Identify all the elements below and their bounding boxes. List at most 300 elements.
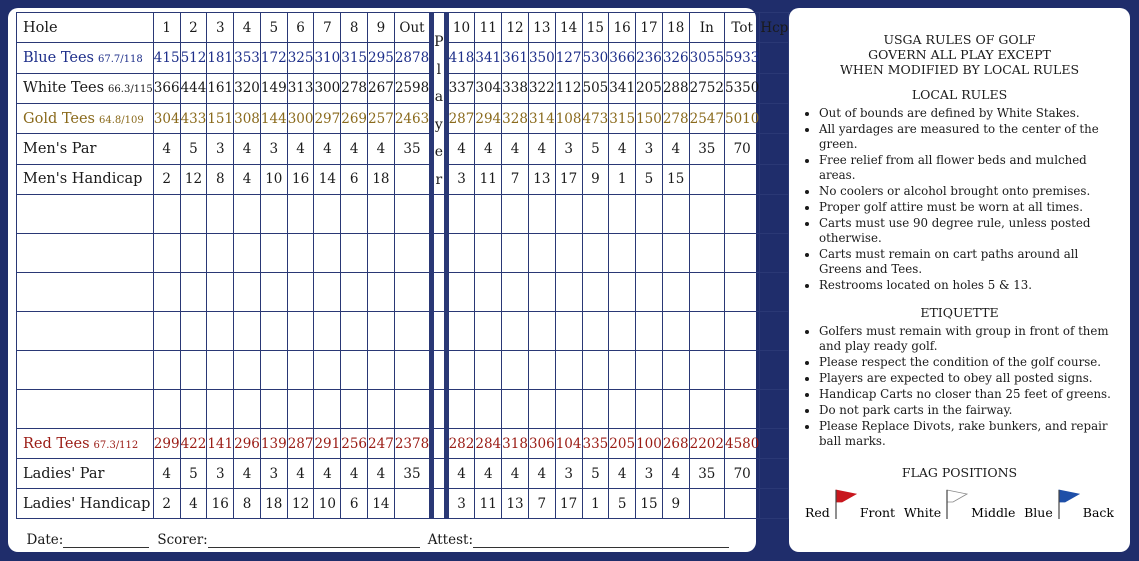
hole-value: 256 [341, 429, 368, 459]
player-score-row[interactable] [17, 351, 816, 390]
hole-value: 444 [180, 73, 207, 103]
score-cell [260, 351, 287, 390]
score-cell [341, 390, 368, 429]
hole-value: 304 [475, 73, 502, 103]
hole-value: 3 [260, 134, 287, 164]
divider-cell [432, 351, 446, 390]
local-rule-item: • Restrooms located on holes 5 & 13. [819, 278, 1116, 293]
score-cell [287, 195, 314, 234]
score-cell [153, 351, 180, 390]
hole-value: 325 [287, 43, 314, 73]
score-cell [662, 351, 689, 390]
hole-value: 4 [341, 134, 368, 164]
hole-value: 4 [287, 459, 314, 489]
score-cell [609, 312, 636, 351]
attest-field[interactable] [473, 531, 729, 548]
score-cell [724, 273, 759, 312]
score-cell [528, 351, 555, 390]
hole-value: 304 [153, 103, 180, 133]
score-cell [207, 351, 234, 390]
in-total: 3055 [689, 43, 724, 73]
row-label: Ladies' Par [23, 465, 105, 482]
hole-value: 314 [528, 103, 555, 133]
in-label: In [689, 13, 724, 43]
course-rating: 67.3/112 [93, 439, 139, 451]
row-name [17, 459, 154, 489]
hole-value: 473 [582, 103, 609, 133]
score-cell [207, 390, 234, 429]
tot-total [724, 164, 759, 194]
score-cell [689, 234, 724, 273]
flag-positions-heading: FLAG POSITIONS [901, 465, 1018, 480]
out-total: 2463 [394, 103, 431, 133]
hole-value: 505 [582, 73, 609, 103]
hole-value: 3 [446, 164, 475, 194]
flag-position-label: Front [859, 505, 896, 520]
divider-cell [432, 489, 446, 519]
score-cell [636, 390, 663, 429]
score-cell [207, 195, 234, 234]
player-name-cell [17, 351, 154, 390]
local-rule-item: • Proper golf attire must be worn at all times. [819, 200, 1116, 215]
hole-value: 3 [446, 489, 475, 519]
row-label: Gold Tees [23, 110, 95, 127]
hole-value: 341 [609, 73, 636, 103]
hole-value: 4 [662, 459, 689, 489]
score-cell [760, 195, 789, 234]
score-cell [760, 312, 789, 351]
hole-value: 4 [153, 459, 180, 489]
hole-value: 8 [234, 489, 261, 519]
player-score-row[interactable] [17, 390, 816, 429]
hole-value: 139 [260, 429, 287, 459]
hcp-cell [760, 73, 789, 103]
hole-value: 205 [609, 429, 636, 459]
hole-value: 335 [582, 429, 609, 459]
score-cell [502, 351, 529, 390]
hole-value: 205 [636, 73, 663, 103]
score-cell [724, 312, 759, 351]
hole-value: 366 [609, 43, 636, 73]
hole-value: 322 [528, 73, 555, 103]
hole-value: 422 [180, 429, 207, 459]
hole-value: 15 [662, 164, 689, 194]
score-cell [636, 195, 663, 234]
hole-value: 350 [528, 43, 555, 73]
hole-value: 10 [260, 164, 287, 194]
score-cell [234, 390, 261, 429]
player-name-cell [17, 312, 154, 351]
hole-number: 4 [234, 13, 261, 43]
score-cell [609, 273, 636, 312]
hole-value: 4 [287, 134, 314, 164]
score-cell [582, 351, 609, 390]
hole-value: 4 [502, 459, 529, 489]
etiquette-list [803, 324, 1116, 449]
hcp-cell [760, 164, 789, 194]
score-cell [368, 234, 395, 273]
player-score-row[interactable] [17, 273, 816, 312]
hole-value: 17 [555, 489, 582, 519]
score-cell [502, 390, 529, 429]
out-label: Out [394, 13, 431, 43]
hole-value: 6 [341, 164, 368, 194]
hole-value: 295 [368, 43, 395, 73]
hole-value: 328 [502, 103, 529, 133]
tee-row [17, 103, 816, 133]
tot-total: 5350 [724, 73, 759, 103]
hole-value: 11 [475, 164, 502, 194]
hole-value: 278 [341, 73, 368, 103]
player-name-cell [17, 234, 154, 273]
row-label: Red Tees [23, 435, 90, 452]
tot-total: 5010 [724, 103, 759, 133]
score-cell [153, 195, 180, 234]
score-cell [528, 234, 555, 273]
score-cell [609, 234, 636, 273]
row-name [17, 73, 154, 103]
flag-color-label: White [903, 505, 942, 520]
attest-label: Attest: [427, 531, 473, 548]
etiquette-item: • Golfers must remain with group in front of them and play ready golf. [819, 324, 1116, 354]
score-cell [582, 312, 609, 351]
score-cell [314, 273, 341, 312]
out-total: 2378 [394, 429, 431, 459]
score-cell [555, 273, 582, 312]
player-name-cell [17, 195, 154, 234]
hole-value: 2 [153, 164, 180, 194]
rules-title-line: WHEN MODIFIED BY LOCAL RULES [839, 62, 1080, 77]
score-cell [180, 234, 207, 273]
player-score-row[interactable] [17, 312, 816, 351]
etiquette-item: • Please Replace Divots, rake bunkers, and repair ball marks. [819, 419, 1116, 449]
hole-value: 4 [528, 459, 555, 489]
score-cell [153, 234, 180, 273]
hole-value: 313 [287, 73, 314, 103]
score-cell [636, 312, 663, 351]
player-score-row[interactable] [17, 234, 816, 273]
hole-value: 291 [314, 429, 341, 459]
rules-title-line: GOVERN ALL PLAY EXCEPT [868, 47, 1051, 62]
hole-value: 11 [475, 489, 502, 519]
hole-value: 14 [368, 489, 395, 519]
score-cell [180, 273, 207, 312]
hole-value: 268 [662, 429, 689, 459]
tee-row [17, 43, 816, 73]
hole-value: 17 [555, 164, 582, 194]
score-cell [446, 351, 475, 390]
hole-value: 4 [446, 459, 475, 489]
out-total: 2878 [394, 43, 431, 73]
hole-value: 267 [368, 73, 395, 103]
hole-number: 5 [260, 13, 287, 43]
hole-value: 278 [662, 103, 689, 133]
hole-number: 13 [528, 13, 555, 43]
hole-value: 3 [555, 459, 582, 489]
hole-value: 12 [180, 164, 207, 194]
player-letter: e [434, 144, 444, 160]
score-cell [528, 390, 555, 429]
score-cell [636, 273, 663, 312]
tee-row [17, 164, 816, 194]
etiquette-item: • Please respect the condition of the golf course. [819, 355, 1116, 370]
score-cell [234, 273, 261, 312]
score-cell [234, 234, 261, 273]
flag-position-label: Middle [971, 505, 1016, 520]
hcp-cell [760, 103, 789, 133]
score-cell [446, 234, 475, 273]
score-cell [394, 312, 431, 351]
score-cell [582, 390, 609, 429]
course-rating: 67.7/118 [97, 53, 143, 65]
score-cell [341, 351, 368, 390]
player-label [432, 13, 446, 195]
hole-value: 3 [260, 459, 287, 489]
score-cell [555, 234, 582, 273]
hole-value: 296 [234, 429, 261, 459]
scorecard-table [16, 12, 816, 559]
hole-value: 100 [636, 429, 663, 459]
tee-row [17, 134, 816, 164]
flag-position-red [805, 488, 895, 520]
hole-value: 236 [636, 43, 663, 73]
local-rule-item: • Out of bounds are defined by White Stakes. [819, 106, 1116, 121]
score-cell [446, 390, 475, 429]
player-letter: r [435, 171, 443, 188]
local-rule-item: • Carts must use 90 degree rule, unless posted otherwise. [819, 216, 1116, 246]
hole-value: 10 [314, 489, 341, 519]
score-cell [287, 273, 314, 312]
row-name [17, 164, 154, 194]
date-field[interactable] [63, 531, 149, 548]
score-cell [689, 195, 724, 234]
hole-value: 9 [662, 489, 689, 519]
score-cell [394, 273, 431, 312]
hole-value: 3 [207, 459, 234, 489]
score-cell [724, 195, 759, 234]
score-cell [260, 390, 287, 429]
hole-value: 7 [502, 164, 529, 194]
row-label: Men's Handicap [23, 171, 143, 188]
tee-row [17, 459, 816, 489]
divider-cell [432, 429, 446, 459]
hole-value: 288 [662, 73, 689, 103]
score-cell [234, 351, 261, 390]
in-total: 2202 [689, 429, 724, 459]
hole-value: 318 [502, 429, 529, 459]
hole-value: 4 [446, 134, 475, 164]
hole-value: 282 [446, 429, 475, 459]
hole-value: 181 [207, 43, 234, 73]
score-cell [368, 390, 395, 429]
hole-value: 257 [368, 103, 395, 133]
tot-total [724, 489, 759, 519]
hole-number: 12 [502, 13, 529, 43]
hole-number: 14 [555, 13, 582, 43]
etiquette-item: • Do not park carts in the fairway. [819, 403, 1116, 418]
course-rating: 66.3/115 [108, 84, 153, 96]
etiquette-heading: ETIQUETTE [920, 305, 999, 320]
score-cell [341, 195, 368, 234]
score-cell [760, 273, 789, 312]
hole-value: 4 [662, 134, 689, 164]
score-cell [528, 273, 555, 312]
divider-cell [432, 459, 446, 489]
row-name [17, 429, 154, 459]
score-cell [314, 351, 341, 390]
score-cell [368, 312, 395, 351]
rules-title [803, 32, 1116, 77]
score-cell [234, 195, 261, 234]
row-label: Blue Tees [23, 49, 94, 66]
score-cell [287, 351, 314, 390]
hole-value: 4 [475, 459, 502, 489]
flag-position-blue [1024, 488, 1114, 520]
hole-value: 4 [341, 459, 368, 489]
out-total: 2598 [394, 73, 431, 103]
score-cell [394, 195, 431, 234]
score-cell [368, 273, 395, 312]
score-cell [555, 312, 582, 351]
hole-value: 4 [609, 134, 636, 164]
hole-value: 284 [475, 429, 502, 459]
hole-value: 5 [636, 164, 663, 194]
score-cell [502, 273, 529, 312]
hole-value: 294 [475, 103, 502, 133]
hole-value: 3 [636, 459, 663, 489]
hole-value: 7 [528, 489, 555, 519]
score-cell [207, 273, 234, 312]
score-cell [689, 351, 724, 390]
score-cell [287, 234, 314, 273]
score-cell [446, 195, 475, 234]
flag-icon [832, 488, 858, 520]
hole-value: 2 [153, 489, 180, 519]
hole-value: 161 [207, 73, 234, 103]
score-cell [609, 351, 636, 390]
score-cell [502, 234, 529, 273]
divider-cell [432, 390, 446, 429]
hole-value: 150 [636, 103, 663, 133]
hole-value: 1 [582, 489, 609, 519]
score-cell [724, 351, 759, 390]
score-cell [287, 390, 314, 429]
row-name [17, 103, 154, 133]
hole-value: 297 [314, 103, 341, 133]
row-name [17, 489, 154, 519]
hole-number: 16 [609, 13, 636, 43]
score-cell [368, 195, 395, 234]
hole-value: 308 [234, 103, 261, 133]
score-cell [662, 273, 689, 312]
hole-value: 306 [528, 429, 555, 459]
hole-value: 353 [234, 43, 261, 73]
hole-label: Hole [17, 13, 154, 43]
score-cell [207, 312, 234, 351]
row-label: Men's Par [23, 140, 97, 157]
hole-number: 9 [368, 13, 395, 43]
hole-value: 9 [582, 164, 609, 194]
hole-value: 18 [260, 489, 287, 519]
score-cell [502, 312, 529, 351]
hole-value: 151 [207, 103, 234, 133]
hole-value: 5 [582, 134, 609, 164]
hole-value: 287 [446, 103, 475, 133]
hole-number: 2 [180, 13, 207, 43]
player-letter: P [434, 34, 444, 50]
score-cell [475, 312, 502, 351]
hole-value: 326 [662, 43, 689, 73]
score-cell [689, 273, 724, 312]
hole-value: 415 [153, 43, 180, 73]
score-cell [528, 312, 555, 351]
score-cell [760, 351, 789, 390]
hole-value: 8 [207, 164, 234, 194]
hole-value: 12 [287, 489, 314, 519]
score-cell [555, 351, 582, 390]
score-cell [609, 390, 636, 429]
tot-total: 5933 [724, 43, 759, 73]
score-cell [475, 390, 502, 429]
hole-value: 4 [528, 134, 555, 164]
score-cell [153, 273, 180, 312]
player-name-cell [17, 273, 154, 312]
out-total: 35 [394, 459, 431, 489]
date-label: Date: [26, 531, 64, 548]
scorecard [8, 8, 789, 552]
score-cell [314, 390, 341, 429]
score-cell [446, 312, 475, 351]
player-score-row[interactable] [17, 195, 816, 234]
local-rules-list [803, 106, 1116, 293]
local-rule-item: • No coolers or alcohol brought onto premises. [819, 184, 1116, 199]
hole-value: 3 [555, 134, 582, 164]
score-cell [314, 312, 341, 351]
score-cell [662, 234, 689, 273]
player-letter: l [436, 61, 442, 78]
player-name-cell [17, 390, 154, 429]
hcp-cell [760, 134, 789, 164]
score-cell [446, 273, 475, 312]
tot-label: Tot [724, 13, 759, 43]
rules-title-line: USGA RULES OF GOLF [883, 32, 1036, 47]
flag-positions [803, 488, 1116, 520]
in-total: 2752 [689, 73, 724, 103]
score-cell [180, 195, 207, 234]
score-cell [475, 351, 502, 390]
score-cell [153, 390, 180, 429]
score-cell [394, 234, 431, 273]
score-cell [528, 195, 555, 234]
score-cell [475, 273, 502, 312]
score-cell [260, 312, 287, 351]
hole-number: 17 [636, 13, 663, 43]
hole-number: 3 [207, 13, 234, 43]
hole-value: 269 [341, 103, 368, 133]
hole-value: 144 [260, 103, 287, 133]
score-cell [582, 234, 609, 273]
score-cell [394, 390, 431, 429]
score-cell [475, 234, 502, 273]
in-total: 35 [689, 134, 724, 164]
signature-line[interactable] [17, 519, 816, 560]
score-cell [662, 390, 689, 429]
player-letter: y [434, 116, 443, 133]
scorer-field[interactable] [208, 531, 420, 548]
hole-value: 13 [528, 164, 555, 194]
out-total [394, 489, 431, 519]
hole-value: 149 [260, 73, 287, 103]
